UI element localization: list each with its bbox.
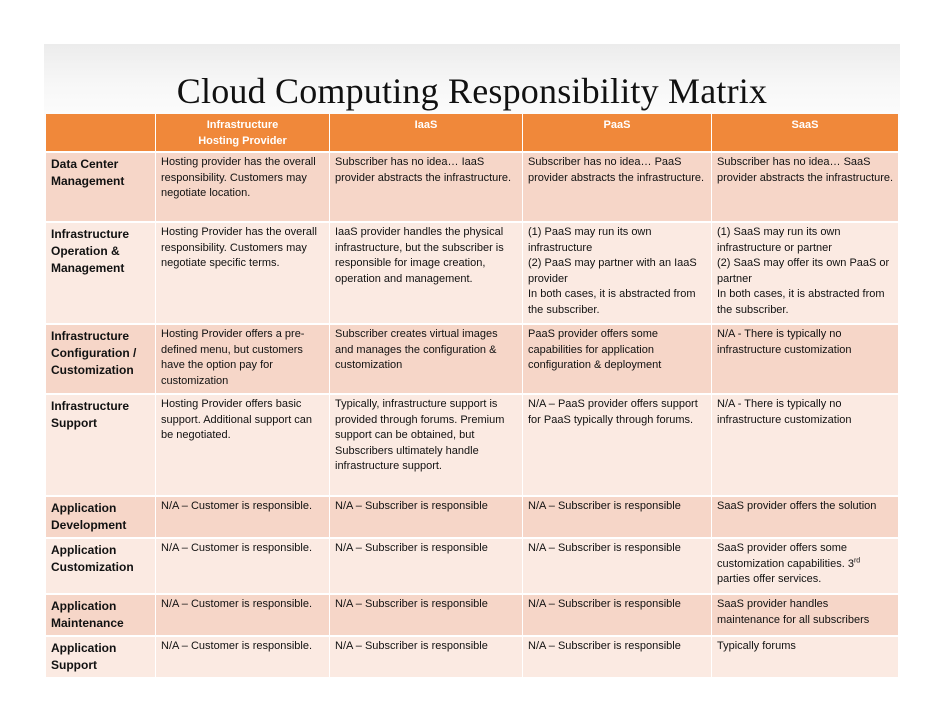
table-header-row: [46, 114, 898, 151]
cell-hosting: Hosting Provider offers basic support. Additional support can be negotiated.: [155, 393, 329, 495]
cell-paas: N/A – Subscriber is responsible: [522, 635, 711, 677]
table-row: [46, 495, 898, 537]
cell-paas: (1) PaaS may run its own infrastructure (2) PaaS may partner with an IaaS provider In both cases, it is abstracted from the subscriber.: [522, 221, 711, 323]
cell-iaas: Subscriber creates virtual images and manages the configuration & customization: [329, 323, 522, 393]
table-row: [46, 593, 898, 635]
page-title: Cloud Computing Responsibility Matrix: [176, 71, 768, 111]
cell-paas: PaaS provider offers some capabilities for application configuration & deployment: [522, 323, 711, 393]
cell-saas-text: SaaS provider offers some customization capabilities. 3: [717, 542, 854, 570]
row-label: Application Maintenance: [46, 593, 155, 635]
cell-iaas: IaaS provider handles the physical infrastructure, but the subscriber is responsible for image creation, operation and management.: [329, 221, 522, 323]
header-hosting-provider: Infrastructure Hosting Provider: [155, 114, 329, 151]
table-row: [46, 151, 898, 221]
table-row: [46, 221, 898, 323]
cell-hosting: Hosting provider has the overall responsibility. Customers may negotiate location.: [155, 151, 329, 221]
cell-saas: Subscriber has no idea… SaaS provider abstracts the infrastructure.: [711, 151, 898, 221]
row-label: Data Center Management: [46, 151, 155, 221]
row-label: Application Support: [46, 635, 155, 677]
table-row: [46, 323, 898, 393]
cell-paas: Subscriber has no idea… PaaS provider abstracts the infrastructure.: [522, 151, 711, 221]
cell-hosting: N/A – Customer is responsible.: [155, 593, 329, 635]
cell-iaas: N/A – Subscriber is responsible: [329, 537, 522, 593]
cell-hosting: Hosting Provider offers a pre-defined menu, but customers have the option pay for customization: [155, 323, 329, 393]
header-blank: [46, 114, 155, 151]
cell-saas-text-cont: parties offer services.: [717, 573, 822, 585]
cell-saas: SaaS provider handles maintenance for all subscribers: [711, 593, 898, 635]
cell-paas: N/A – Subscriber is responsible: [522, 593, 711, 635]
row-label: Application Development: [46, 495, 155, 537]
header-saas: SaaS: [711, 114, 898, 151]
header-iaas: IaaS: [329, 114, 522, 151]
row-label: Infrastructure Configuration / Customization: [46, 323, 155, 393]
table-row: [46, 537, 898, 593]
cell-iaas: N/A – Subscriber is responsible: [329, 635, 522, 677]
table-row: [46, 635, 898, 677]
cell-saas: (1) SaaS may run its own infrastructure or partner (2) SaaS may offer its own PaaS or partner In both cases, it is abstracted from the subscriber.: [711, 221, 898, 323]
row-label: Infrastructure Support: [46, 393, 155, 495]
cell-hosting: N/A – Customer is responsible.: [155, 635, 329, 677]
row-label: Infrastructure Operation & Management: [46, 221, 155, 323]
responsibility-matrix-table: [46, 114, 898, 677]
cell-paas: N/A – Subscriber is responsible: [522, 495, 711, 537]
cell-hosting: Hosting Provider has the overall responsibility. Customers may negotiate specific terms.: [155, 221, 329, 323]
cell-saas: [711, 537, 898, 593]
cell-hosting: N/A – Customer is responsible.: [155, 537, 329, 593]
cell-saas: SaaS provider offers the solution: [711, 495, 898, 537]
cell-saas: N/A - There is typically no infrastructure customization: [711, 393, 898, 495]
cell-iaas: N/A – Subscriber is responsible: [329, 593, 522, 635]
cell-iaas: Typically, infrastructure support is provided through forums. Premium support can be obtained, but Subscribers ultimately handle infrastructure support.: [329, 393, 522, 495]
cell-paas: N/A – PaaS provider offers support for PaaS typically through forums.: [522, 393, 711, 495]
table-row: [46, 393, 898, 495]
header-paas: PaaS: [522, 114, 711, 151]
cell-hosting: N/A – Customer is responsible.: [155, 495, 329, 537]
cell-saas: Typically forums: [711, 635, 898, 677]
ordinal-suffix: rd: [853, 556, 861, 564]
cell-iaas: N/A – Subscriber is responsible: [329, 495, 522, 537]
row-label: Application Customization: [46, 537, 155, 593]
cell-paas: N/A – Subscriber is responsible: [522, 537, 711, 593]
cell-iaas: Subscriber has no idea… IaaS provider abstracts the infrastructure.: [329, 151, 522, 221]
cell-saas: N/A - There is typically no infrastructure customization: [711, 323, 898, 393]
